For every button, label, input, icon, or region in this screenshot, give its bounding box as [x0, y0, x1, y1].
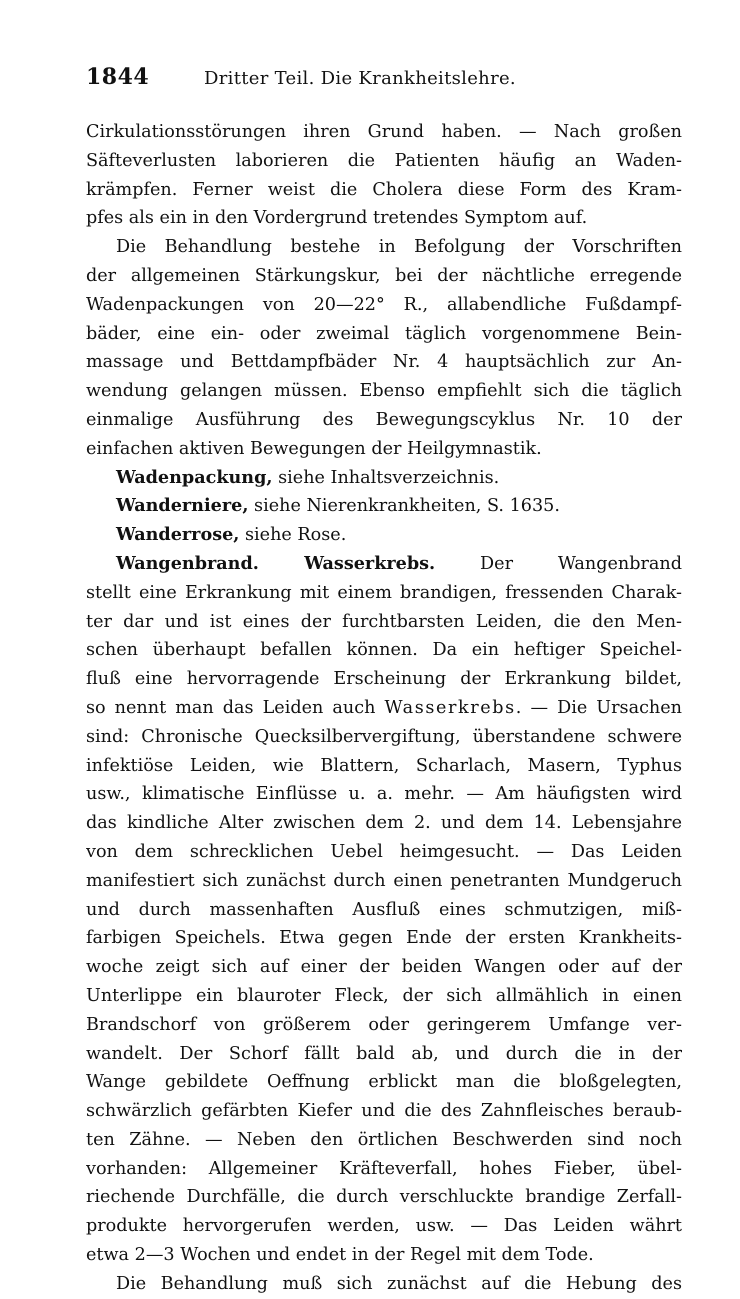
text-run: . — Die Ursachen [515, 697, 682, 718]
text-run: siehe Inhaltsverzeichnis. [272, 467, 500, 488]
text-line [86, 953, 682, 982]
text-run: einmalige Ausführung des Bewegungscyklus Nr. 10 der [86, 409, 682, 430]
text-line [86, 694, 682, 723]
text-run: massage und Bettdampfbäder Nr. 4 hauptsächlich zur An- [86, 352, 682, 373]
text-line [86, 1212, 682, 1241]
text-run: wandelt. Der Schorf fällt bald ab, und durch die in der [86, 1043, 682, 1064]
text-line [86, 521, 682, 550]
text-run: produkte hervorgerufen werden, usw. — Das Leiden währt [86, 1216, 682, 1237]
text-line [86, 1183, 682, 1212]
text-run: krämpfen. Ferner weist die Cholera diese Form des Kram- [86, 179, 682, 200]
text-run: von dem schrecklichen Uebel heimgesucht. — Das Leiden [86, 841, 682, 862]
text-run: schwärzlich gefärbten Kiefer und die des Zahnfleisches beraub- [86, 1101, 682, 1122]
text-line [86, 118, 682, 147]
text-line [86, 780, 682, 809]
text-line [86, 1040, 682, 1069]
text-run: der allgemeinen Stärkungskur, bei der nächtliche erregende [86, 265, 682, 286]
text-line [86, 896, 682, 925]
entry-headword: Wadenpackung, [116, 466, 273, 488]
text-line [86, 1068, 682, 1097]
text-line [86, 406, 682, 435]
text-run: etwa 2—3 Wochen und endet in der Regel mit dem Tode. [86, 1245, 594, 1266]
text-run: Unterlippe ein blauroter Fleck, der sich allmählich in einen [86, 985, 682, 1006]
text-line [86, 723, 682, 752]
text-run: das kindliche Alter zwischen dem 2. und dem 14. Lebensjahre [86, 813, 682, 834]
text-line [86, 320, 682, 349]
text-line [86, 752, 682, 781]
text-line [86, 838, 682, 867]
text-line [86, 435, 682, 464]
page-number: 1844 [86, 64, 150, 90]
body-text [86, 118, 682, 1299]
text-run: usw., klimatische Einflüsse u. a. mehr. — Am häufigsten wird [86, 784, 682, 805]
text-line [86, 1241, 682, 1270]
entry-headword: Wangenbrand. Wasserkrebs. [116, 552, 436, 574]
text-line [86, 579, 682, 608]
text-line [86, 665, 682, 694]
text-run: und durch massenhaften Ausfluß eines schmutzigen, miß- [86, 899, 682, 920]
text-run: vorhanden: Allgemeiner Kräfteverfall, hohes Fieber, übel- [86, 1158, 682, 1179]
text-line [86, 147, 682, 176]
text-line [86, 608, 682, 637]
text-run: ter dar und ist eines der furchtbarsten Leiden, die den Men- [86, 611, 682, 632]
text-line [86, 1270, 682, 1299]
text-line [86, 982, 682, 1011]
text-run: infektiöse Leiden, wie Blattern, Scharlach, Masern, Typhus [86, 755, 682, 776]
text-line [86, 1155, 682, 1184]
text-run: einfachen aktiven Bewegungen der Heilgymnastik. [86, 438, 542, 459]
text-run: Der Wangenbrand [435, 553, 682, 574]
text-line [86, 348, 682, 377]
text-line [86, 1097, 682, 1126]
text-run: bäder, eine ein- oder zweimal täglich vorgenommene Bein- [86, 323, 682, 344]
text-line [86, 291, 682, 320]
text-run: sind: Chronische Quecksilbervergiftung, überstandene schwere [86, 726, 682, 747]
emphasized-term: Wasserkrebs [384, 697, 516, 718]
text-run: schen überhaupt befallen können. Da ein heftiger Speichel- [86, 640, 682, 661]
text-run: Wadenpackungen von 20—22° R., allabendliche Fußdampf- [86, 294, 682, 315]
text-line [86, 464, 682, 493]
text-line [86, 1126, 682, 1155]
text-run: riechende Durchfälle, die durch verschluckte brandige Zerfall- [86, 1187, 682, 1208]
text-run: Cirkulationsstörungen ihren Grund haben. — Nach großen [86, 122, 682, 142]
text-line [86, 924, 682, 953]
text-line [86, 377, 682, 406]
text-line [86, 492, 682, 521]
text-run: so nennt man das Leiden auch [86, 697, 385, 718]
text-run: Die Behandlung muß sich zunächst auf die Hebung des [116, 1273, 682, 1294]
text-run: wendung gelangen müssen. Ebenso empfiehlt sich die täglich [86, 381, 682, 402]
text-line [86, 233, 682, 262]
text-line [86, 176, 682, 205]
text-line [86, 867, 682, 896]
text-run: siehe Rose. [239, 525, 347, 546]
text-line [86, 550, 682, 579]
entry-headword: Wanderniere, [116, 495, 249, 517]
text-run: manifestiert sich zunächst durch einen penetranten Mundgeruch [86, 870, 682, 891]
text-run: ten Zähne. — Neben den örtlichen Beschwerden sind noch [86, 1129, 682, 1150]
text-line [86, 1011, 682, 1040]
text-run: Die Behandlung bestehe in Befolgung der Vorschriften [116, 237, 682, 258]
text-run: woche zeigt sich auf einer der beiden Wangen oder auf der [86, 957, 682, 978]
entry-headword: Wanderrose, [116, 524, 240, 546]
text-run: siehe Nierenkrankheiten, S. 1635. [248, 496, 560, 517]
text-line [86, 204, 682, 233]
running-head: Dritter Teil. Die Krankheitslehre. [204, 68, 516, 89]
text-run: farbigen Speichels. Etwa gegen Ende der ersten Krankheits- [86, 928, 682, 949]
text-run: Säfteverlusten laborieren die Patienten häufig an Waden- [86, 150, 682, 171]
text-run: fluß eine hervorragende Erscheinung der Erkrankung bildet, [86, 669, 682, 690]
text-line [86, 809, 682, 838]
page-header [86, 64, 682, 98]
text-line [86, 636, 682, 665]
text-run: pfes als ein in den Vordergrund tretendes Symptom auf. [86, 208, 588, 229]
text-run: Brandschorf von größerem oder geringerem Umfange ver- [86, 1014, 682, 1035]
text-run: stellt eine Erkrankung mit einem brandigen, fressenden Charak- [86, 582, 682, 603]
text-line [86, 262, 682, 291]
text-run: Wange gebildete Oeffnung erblickt man die bloßgelegten, [86, 1072, 682, 1093]
